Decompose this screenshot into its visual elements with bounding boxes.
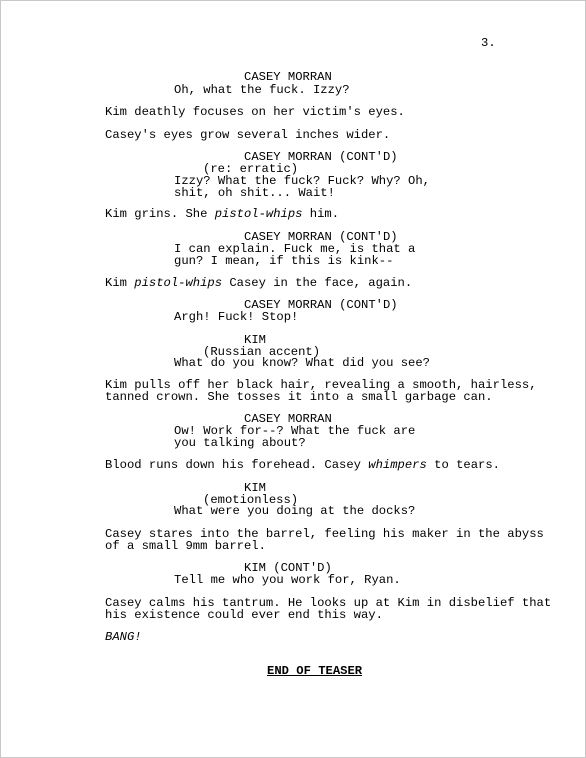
action-line: of a small 9mm barrel. [105,539,266,553]
character-name: CASEY MORRAN (CONT'D) [244,298,398,312]
action-text: Blood runs down his forehead. Casey [105,458,369,472]
parenthetical: (emotionless) [203,493,299,507]
dialogue-line: Argh! Fuck! Stop! [174,310,299,324]
parenthetical: (re: erratic) [203,162,299,176]
character-name: KIM [244,333,266,347]
action-line: Casey calms his tantrum. He looks up at Kim in disbelief that [105,596,552,610]
character-name: CASEY MORRAN (CONT'D) [244,230,398,244]
action-line: Kim pulls off her black hair, revealing a smooth, hairless, [105,378,537,392]
action-line [105,276,412,290]
action-text: to tears. [426,458,500,472]
dialogue-line: I can explain. Fuck me, is that a [174,242,416,256]
action-line: his existence could ever end this way. [105,608,383,622]
dialogue-line: you talking about? [174,436,306,450]
character-name: KIM [244,481,266,495]
action-emphasis: pistol-whips [134,276,223,290]
character-name: CASEY MORRAN [244,412,332,426]
action-line [105,630,142,644]
dialogue-line: Oh, what the fuck. Izzy? [174,83,350,97]
end-of-teaser-heading: END OF TEASER [267,664,363,678]
action-line [105,458,500,472]
action-text: Kim [105,276,135,290]
action-line: tanned crown. She tosses it into a small garbage can. [105,390,493,404]
dialogue-line: gun? I mean, if this is kink-- [174,254,394,268]
action-text: him. [302,207,340,221]
dialogue-line: What do you know? What did you see? [174,356,430,370]
action-line [105,207,339,221]
dialogue-line: shit, oh shit... Wait! [174,186,335,200]
action-text: Casey in the face, again. [222,276,413,290]
action-line: Casey's eyes grow several inches wider. [105,128,391,142]
dialogue-line: Izzy? What the fuck? Fuck? Why? Oh, [174,174,430,188]
page-number: 3. [481,36,496,50]
dialogue-line: What were you doing at the docks? [174,504,416,518]
action-text: Kim grins. She [105,207,215,221]
dialogue-line: Ow! Work for--? What the fuck are [174,424,416,438]
character-name: CASEY MORRAN [244,70,332,84]
action-line: Kim deathly focuses on her victim's eyes. [105,105,405,119]
dialogue-line: Tell me who you work for, Ryan. [174,573,401,587]
character-name: KIM (CONT'D) [244,561,332,575]
character-name: CASEY MORRAN (CONT'D) [244,150,398,164]
action-line: Casey stares into the barrel, feeling his maker in the abyss [105,527,544,541]
action-emphasis: whimpers [368,458,427,472]
action-emphasis: BANG! [105,630,142,644]
parenthetical: (Russian accent) [203,345,321,359]
action-emphasis: pistol-whips [214,207,303,221]
